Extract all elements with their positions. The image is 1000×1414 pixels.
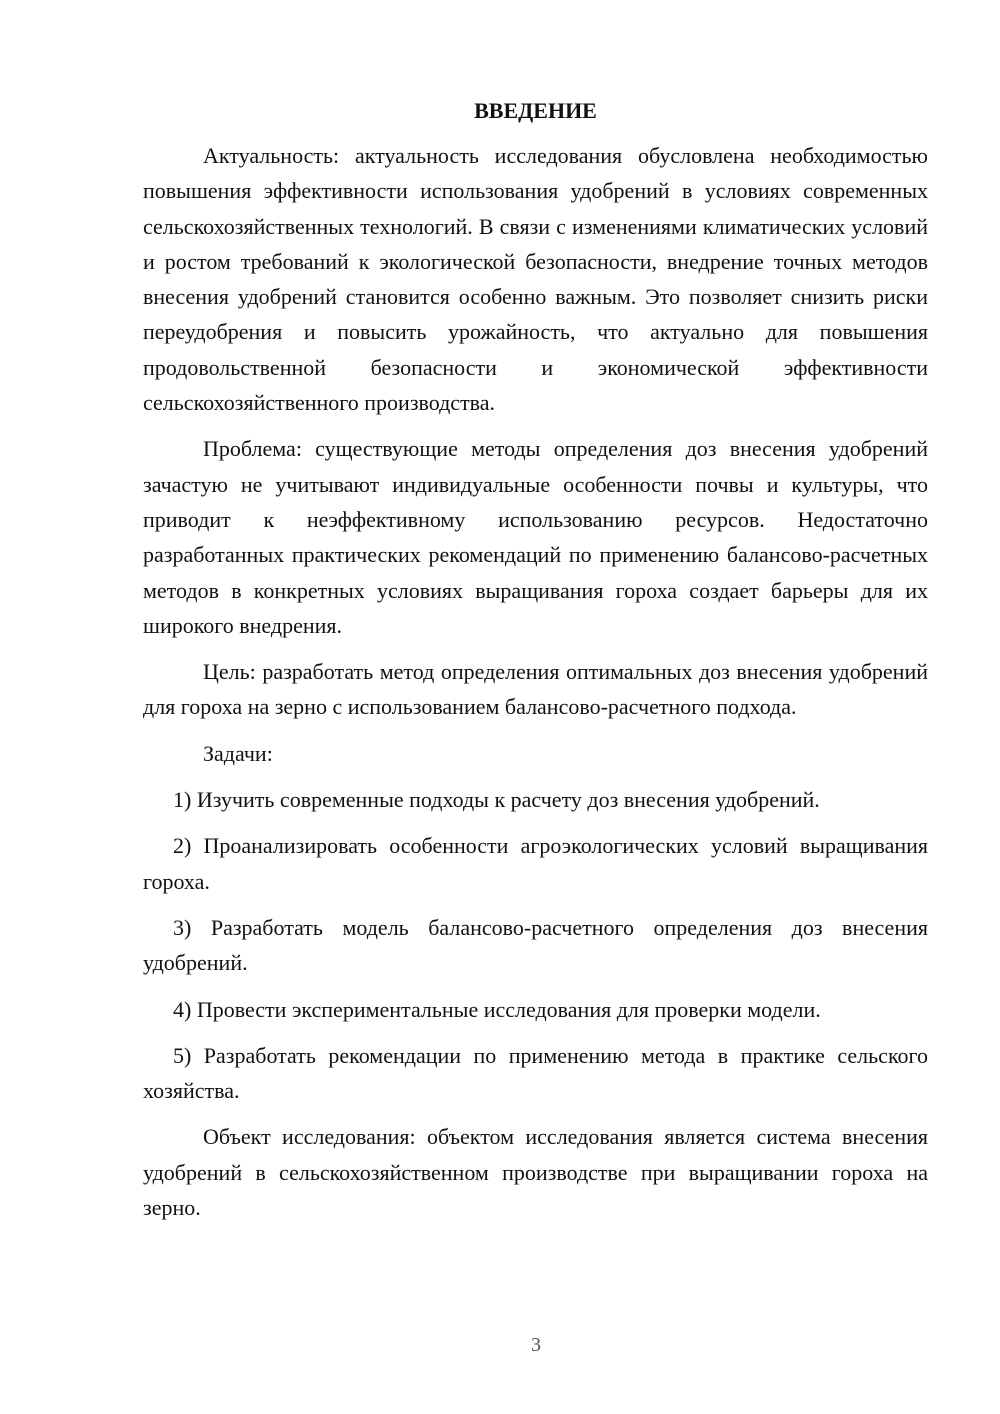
task-item-2: 2) Проанализировать особенности агроэкологических условий выращивания гороха. bbox=[143, 833, 928, 894]
task-item-1: 1) Изучить современные подходы к расчету доз внесения удобрений. bbox=[173, 787, 820, 813]
paragraph-gap bbox=[143, 725, 928, 736]
paragraph-gap bbox=[143, 899, 928, 910]
task-item-4: 4) Провести экспериментальные исследования для проверки модели. bbox=[173, 996, 821, 1022]
page-title: ВВЕДЕНИЕ bbox=[474, 98, 597, 123]
paragraph-gap bbox=[143, 1027, 928, 1038]
paragraph-problem: Проблема: существующие методы определения доз внесения удобрений зачастую не учитывают индивидуальные особенности почвы и культуры, что приводит к неэффективному использованию ресурсов. Недостаточно разработанных практических рекомендаций по применению балансово-расчетных методов в конкретных условиях выращивания гороха создает барьеры для их широкого внедрения. bbox=[143, 436, 928, 638]
paragraph-gap bbox=[143, 643, 928, 654]
task-item-5: 5) Разработать рекомендации по применению метода в практике сельского хозяйства. bbox=[143, 1042, 928, 1104]
paragraph-goal: Цель: разработать метод определения оптимальных доз внесения удобрений для гороха на зерно с использованием балансово-расчетного подхода. bbox=[143, 659, 928, 720]
paragraph-gap bbox=[143, 981, 928, 992]
page-number: 3 bbox=[531, 1334, 541, 1356]
document-page bbox=[143, 96, 928, 1225]
paragraph-gap bbox=[143, 771, 928, 782]
task-item-3: 3) Разработать модель балансово-расчетного определения доз внесения удобрений. bbox=[143, 914, 928, 976]
paragraph-gap bbox=[143, 420, 928, 431]
paragraph-relevance: Актуальность: актуальность исследования обусловлена необходимостью повышения эффективности использования удобрений в условиях современных сельскохозяйственных технологий. В связи с изменениями климатических условий и ростом требований к экологической безопасности, внедрение точных методов внесения удобрений становится особенно важным. Это позволяет снизить риски переудобрения и повысить урожайность, что актуально для повышения продовольственной безопасности и экономической эффективности сельскохозяйственного производства. bbox=[143, 143, 928, 416]
paragraph-gap bbox=[143, 1108, 928, 1119]
paragraph-object: Объект исследования: объектом исследования является система внесения удобрений в сельскохозяйственном производстве при выращивании гороха на зерно. bbox=[143, 1124, 928, 1221]
tasks-heading: Задачи: bbox=[203, 740, 273, 766]
paragraph-gap bbox=[143, 817, 928, 828]
